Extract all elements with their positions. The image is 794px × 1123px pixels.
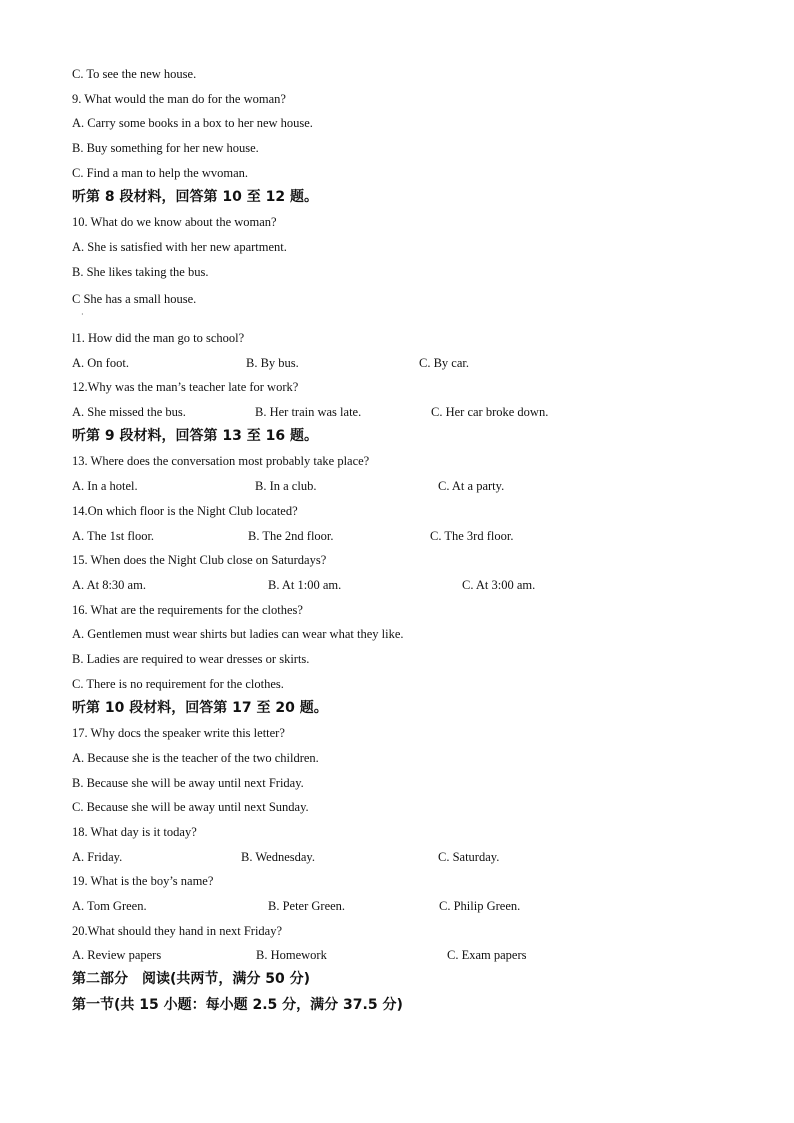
q20-option-a: A. Review papers bbox=[72, 948, 162, 962]
q14-option-a: A. The 1st floor. bbox=[72, 529, 155, 543]
q19-option-a: A. Tom Green. bbox=[72, 899, 147, 913]
part-two-header: 第二部分 阅读(共两节，满分 50 分) bbox=[72, 971, 311, 987]
q20-option-c: C. Exam papers bbox=[447, 948, 527, 962]
q10-option-a: A. She is satisfied with her new apartment. bbox=[72, 240, 287, 254]
q20-option-b: B. Homework bbox=[256, 948, 327, 962]
q17-option-c: C. Because she will be away until next Sunday. bbox=[72, 800, 309, 814]
question-20: 20.What should they hand in next Friday? bbox=[72, 924, 283, 938]
q10-option-b: B. She likes taking the bus. bbox=[72, 265, 209, 279]
q18-option-c: C. Saturday. bbox=[438, 850, 500, 864]
q19-option-c: C. Philip Green. bbox=[439, 899, 521, 913]
section-header-9: 听第 9 段材料，回答第 13 至 16 题。 bbox=[72, 428, 318, 444]
q9-option-b: B. Buy something for her new house. bbox=[72, 141, 259, 155]
question-9: 9. What would the man do for the woman? bbox=[72, 92, 286, 106]
question-14: 14.On which floor is the Night Club located? bbox=[72, 504, 298, 518]
q12-option-a: A. She missed the bus. bbox=[72, 405, 186, 419]
q16-option-b: B. Ladies are required to wear dresses or skirts. bbox=[72, 652, 310, 666]
section-one-header: 第一节(共 15 小题：每小题 2.5 分，满分 37.5 分) bbox=[72, 997, 403, 1013]
question-16: 16. What are the requirements for the clothes? bbox=[72, 603, 303, 617]
q11-option-b: B. By bus. bbox=[246, 356, 299, 370]
question-15: 15. When does the Night Club close on Saturdays? bbox=[72, 553, 327, 567]
q9-option-a: A. Carry some books in a box to her new house. bbox=[72, 116, 313, 130]
q8-option-c: C. To see the new house. bbox=[72, 67, 197, 81]
question-11: l1. How did the man go to school? bbox=[72, 331, 245, 345]
q9-option-c: C. Find a man to help the wvoman. bbox=[72, 166, 249, 180]
q11-option-c: C. By car. bbox=[419, 356, 469, 370]
q17-option-b: B. Because she will be away until next Friday. bbox=[72, 776, 304, 790]
q15-option-a: A. At 8:30 am. bbox=[72, 578, 146, 592]
q15-option-c: C. At 3:00 am. bbox=[462, 578, 536, 592]
question-19: 19. What is the boy’s name? bbox=[72, 874, 214, 888]
q16-option-c: C. There is no requirement for the clothes. bbox=[72, 677, 284, 691]
stray-dot: · bbox=[81, 310, 84, 319]
question-17: 17. Why docs the speaker write this letter? bbox=[72, 726, 285, 740]
q13-option-b: B. In a club. bbox=[255, 479, 317, 493]
q18-option-b: B. Wednesday. bbox=[241, 850, 315, 864]
q18-option-a: A. Friday. bbox=[72, 850, 123, 864]
q14-option-b: B. The 2nd floor. bbox=[248, 529, 334, 543]
q13-option-a: A. In a hotel. bbox=[72, 479, 138, 493]
question-12: 12.Why was the man’s teacher late for work? bbox=[72, 380, 299, 394]
question-18: 18. What day is it today? bbox=[72, 825, 197, 839]
question-10: 10. What do we know about the woman? bbox=[72, 215, 277, 229]
q19-option-b: B. Peter Green. bbox=[268, 899, 346, 913]
q12-option-c: C. Her car broke down. bbox=[431, 405, 549, 419]
q11-option-a: A. On foot. bbox=[72, 356, 129, 370]
q12-option-b: B. Her train was late. bbox=[255, 405, 362, 419]
q14-option-c: C. The 3rd floor. bbox=[430, 529, 514, 543]
q15-option-b: B. At 1:00 am. bbox=[268, 578, 342, 592]
question-13: 13. Where does the conversation most probably take place? bbox=[72, 454, 370, 468]
section-header-10: 听第 10 段材料，回答第 17 至 20 题。 bbox=[72, 700, 328, 716]
section-header-8: 听第 8 段材料，回答第 10 至 12 题。 bbox=[72, 189, 318, 205]
q10-option-c: C She has a small house. bbox=[72, 292, 197, 306]
q16-option-a: A. Gentlemen must wear shirts but ladies can wear what they like. bbox=[72, 627, 404, 641]
q13-option-c: C. At a party. bbox=[438, 479, 505, 493]
q17-option-a: A. Because she is the teacher of the two children. bbox=[72, 751, 319, 765]
